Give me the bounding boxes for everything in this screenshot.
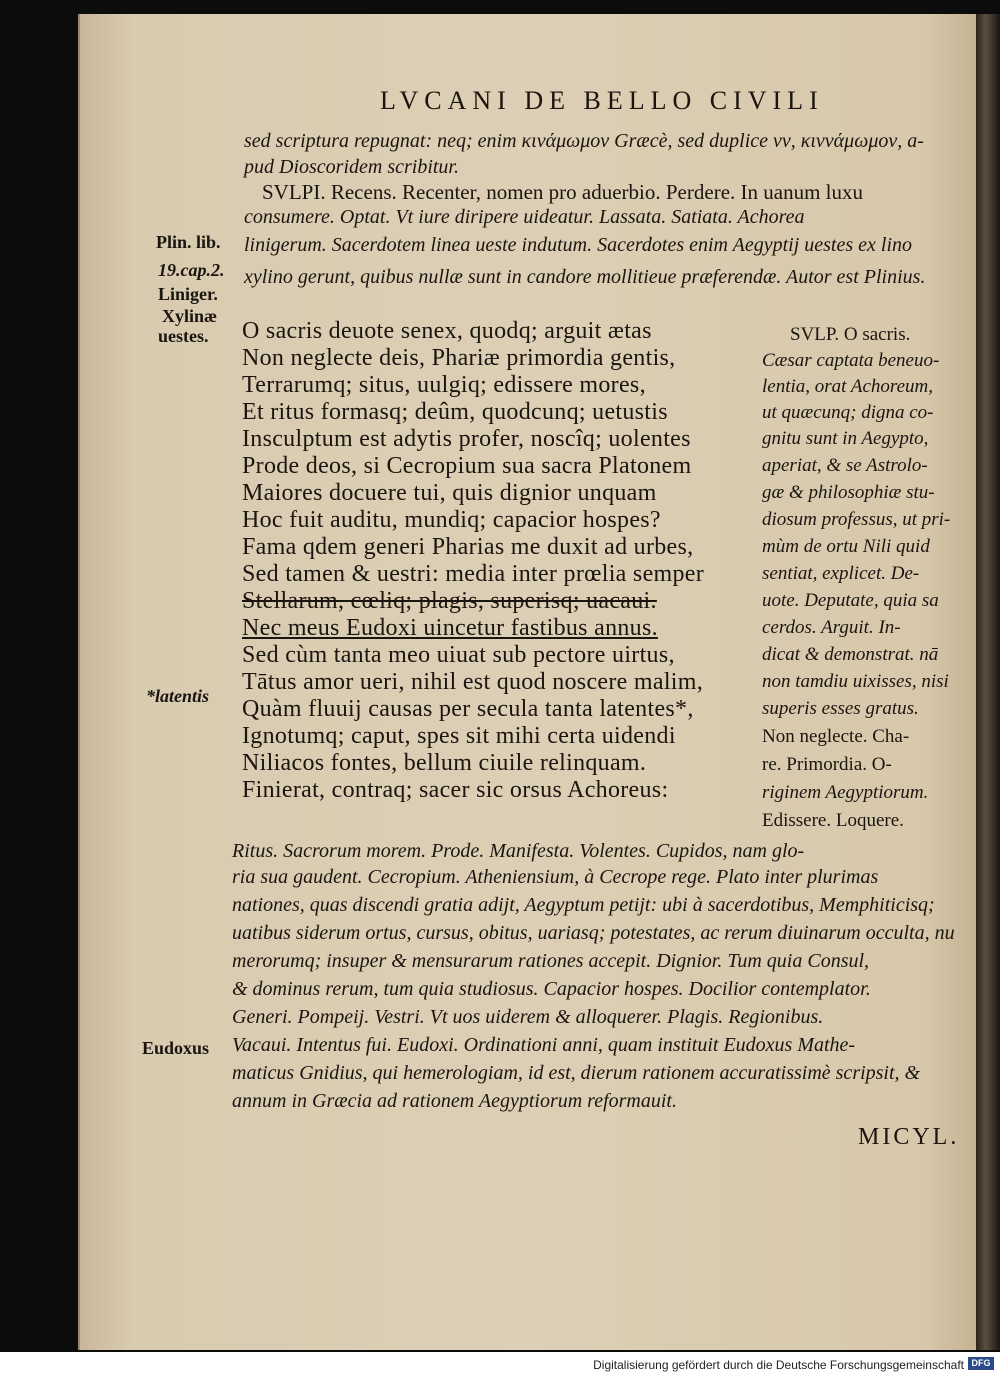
margin-note: Eudoxus [142,1038,210,1058]
commentary-line: Ritus. Sacrorum morem. Prode. Manifesta. Volentes. Cupidos, nam glo- [232,840,805,862]
verse-line: Sed cùm tanta meo uiuat sub pectore uirtus, [242,642,675,668]
commentary-line: & dominus rerum, tum quia studiosus. Capacior hospes. Docilior contemplator. [232,978,871,1000]
verse-line: Niliacos fontes, bellum ciuile relinquam. [242,750,647,776]
commentary-line: maticus Gnidius, qui hemerologiam, id est, dierum rationem accuratissimè scripsit, & [232,1062,921,1084]
commentary-line: ria sua gaudent. Cecropium. Atheniensium, à Cecrope rege. Plato inter plurimas [232,866,879,888]
verse-line: Maiores docuere tui, quis dignior unquam [242,480,657,506]
side-commentary-line: sentiat, explicet. De- [762,563,920,584]
side-commentary-line: gnitu sunt in Aegypto, [762,428,929,449]
commentary-line: pud Dioscoridem scribitur. [244,156,459,178]
side-commentary-line: aperiat, & se Astrolo- [762,455,928,476]
side-commentary-line: Cæsar captata beneuo- [762,350,940,371]
margin-note: *latentis [146,686,210,706]
side-commentary-line: mùm de ortu Nili quid [762,536,930,557]
side-commentary-line: Edissere. Loquere. [762,810,904,831]
running-head: LVCANI DE BELLO CIVILI [380,86,824,115]
commentary-line: Vacaui. Intentus fui. Eudoxi. Ordinationi anni, quam instituit Eudoxus Mathe- [232,1034,856,1056]
side-commentary-line: superis esses gratus. [762,698,919,719]
verse-line: Insculptum est adytis profer, noscîq; uolentes [242,426,691,452]
verse-line: Quàm fluuij causas per secula tanta latentes*, [242,696,694,722]
commentary-line: consumere. Optat. Vt iure diripere uideatur. Lassata. Satiata. Achorea [244,206,805,228]
verse-line: Hoc fuit auditu, mundiq; capacior hospes? [242,507,661,533]
side-commentary-line: gæ & philosophiæ stu- [762,482,935,503]
commentary-line: merorumq; insuper & mensurarum rationes accepit. Dignior. Tum quia Consul, [232,950,870,972]
side-commentary-line: cerdos. Arguit. In- [762,617,901,638]
commentary-line: uatibus siderum ortus, cursus, obitus, uariasq; potestates, ac rerum diuinarum occulta, nu [232,922,955,944]
verse-line: Prode deos, si Cecropium sua sacra Platonem [242,453,692,479]
verse-line: O sacris deuote senex, quodq; arguit ætas [242,318,652,344]
margin-note: Liniger. [158,284,218,304]
catchword: MICYL. [858,1124,960,1150]
commentary-line: sed scriptura repugnat: neq; enim κινάμωμον Græcè, sed duplice νν, κιννάμωμον, a- [244,130,924,152]
verse-line: Finierat, contraq; sacer sic orsus Achoreus: [242,777,669,803]
side-commentary-line: diosum professus, ut pri- [762,509,951,530]
side-commentary-line: dicat & demonstrat. nā [762,644,939,665]
verse-line: Sed tamen & uestri: media inter prœlia semper [242,561,705,587]
side-commentary-line: re. Primordia. O- [762,754,892,775]
side-commentary-line: ut quæcunq; digna co- [762,402,934,423]
verse-line: Fama qdem generi Pharias me duxit ad urbes, [242,534,694,560]
margin-note: 19.cap.2. [158,260,225,280]
verse-line: Et ritus formasq; deûm, quodcunq; uetustis [242,399,668,425]
side-commentary-line: SVLP. O sacris. [790,324,911,345]
verse-line: Ignotumq; caput, spes sit mihi certa uidendi [242,723,676,749]
commentary-line: linigerum. Sacerdotem linea ueste indutum. Sacerdotes enim Aegyptij uestes ex lino [244,234,912,256]
dfg-logo: DFG [968,1357,994,1370]
verse-line: Nec meus Eudoxi uincetur fastibus annus. [242,615,658,641]
verse-line: Stellarum, cœliq; plagis, superisq; uacaui. [242,588,657,614]
side-commentary-line: uote. Deputate, quia sa [762,590,939,611]
commentary-line: SVLPI. Recens. Recenter, nomen pro aduerbio. Perdere. In uanum luxu [262,180,863,204]
margin-note: Xylinæ [162,306,218,326]
commentary-line: nationes, quas discendi gratia adijt, Aegyptum petijt: ubi à sacerdotibus, Memphiticisq; [232,894,935,916]
commentary-line: xylino gerunt, quibus nullæ sunt in candore mollitieue præferendæ. Autor est Plinius. [244,266,926,288]
commentary-line: Generi. Pompeij. Vestri. Vt uos uiderem & alloquerer. Plagis. Regionibus. [232,1006,824,1028]
verse-line: Non neglecte deis, Phariæ primordia gentis, [242,345,676,371]
commentary-line: annum in Græcia ad rationem Aegyptiorum reformauit. [232,1090,677,1112]
side-commentary-line: Non neglecte. Cha- [762,726,910,747]
verse-line: Terrarumq; situs, uulgiq; edissere mores, [242,372,646,398]
page-edge [976,14,1000,1350]
side-commentary-line: riginem Aegyptiorum. [762,782,929,803]
margin-note: uestes. [158,326,209,346]
side-commentary-line: lentia, orat Achoreum, [762,376,933,397]
side-commentary-line: non tamdiu uixisses, nisi [762,671,949,692]
verse-line: Tātus amor ueri, nihil est quod noscere malim, [242,669,704,695]
margin-note: Plin. lib. [156,232,221,252]
footer-credit: Digitalisierung gefördert durch die Deutsche Forschungsgemeinschaft [593,1358,964,1372]
